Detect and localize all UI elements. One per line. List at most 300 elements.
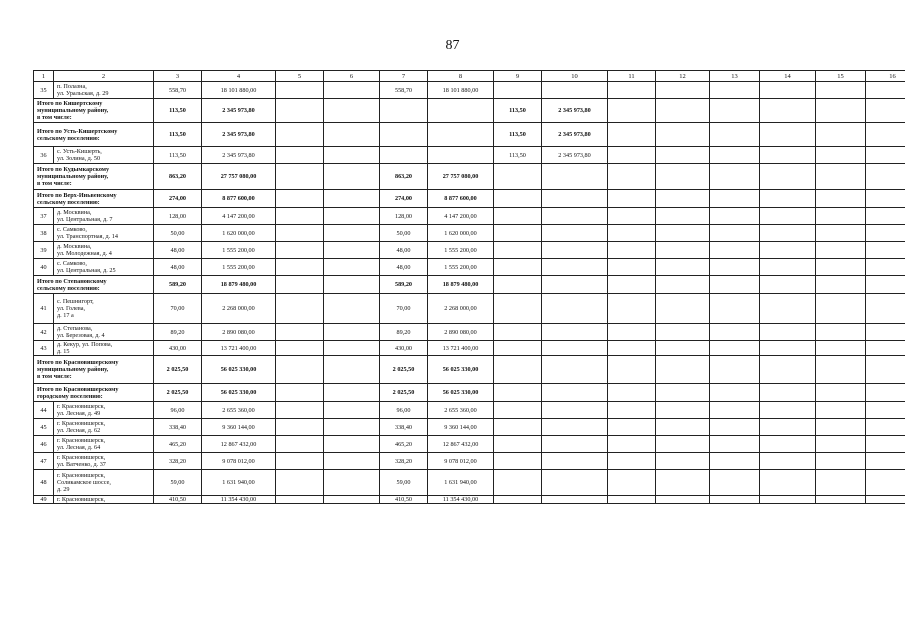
row-number-cell: 46 xyxy=(34,436,54,453)
area-cell: 863,20 xyxy=(380,164,428,190)
empty-cell xyxy=(710,123,760,147)
empty-cell xyxy=(324,402,380,419)
area-cell: 2 025,50 xyxy=(380,384,428,402)
empty-cell xyxy=(656,324,710,341)
table-row xyxy=(34,208,905,225)
subtotal-row xyxy=(34,164,905,190)
empty-cell xyxy=(324,99,380,123)
empty-cell xyxy=(608,341,656,356)
table-row xyxy=(34,324,905,341)
empty-cell xyxy=(324,225,380,242)
column-number-11: 11 xyxy=(608,71,656,82)
address-cell: г. Красновишерск, Соликамское шоссе, д. 29 xyxy=(54,470,154,496)
area-cell: 113,50 xyxy=(154,123,202,147)
subtotal-label: Итого по Красновишерскому муниципальному району, в том числе: xyxy=(34,356,154,384)
empty-cell xyxy=(760,147,816,164)
empty-cell xyxy=(656,436,710,453)
empty-cell xyxy=(866,356,905,384)
empty-cell xyxy=(656,99,710,123)
empty-cell xyxy=(608,147,656,164)
column-number-6: 6 xyxy=(324,71,380,82)
table-row xyxy=(34,294,905,324)
empty-cell xyxy=(276,436,324,453)
row-number-cell: 37 xyxy=(34,208,54,225)
empty-cell xyxy=(710,99,760,123)
row-number-cell: 35 xyxy=(34,82,54,99)
empty-cell xyxy=(710,208,760,225)
empty-cell xyxy=(710,496,760,504)
area-cell: 274,00 xyxy=(154,190,202,208)
area-cell xyxy=(494,294,542,324)
empty-cell xyxy=(324,242,380,259)
cost-cell: 12 867 432,00 xyxy=(428,436,494,453)
cost-cell xyxy=(542,276,608,294)
area-cell xyxy=(494,190,542,208)
empty-cell xyxy=(608,123,656,147)
row-number-cell: 44 xyxy=(34,402,54,419)
cost-cell: 9 360 144,00 xyxy=(428,419,494,436)
empty-cell xyxy=(816,190,866,208)
area-cell: 59,00 xyxy=(154,470,202,496)
subtotal-label: Итого по Красновишерскому городскому поселению: xyxy=(34,384,154,402)
cost-cell xyxy=(428,99,494,123)
row-number-cell: 36 xyxy=(34,147,54,164)
row-number-cell: 42 xyxy=(34,324,54,341)
cost-cell: 2 345 973,80 xyxy=(542,123,608,147)
empty-cell xyxy=(656,453,710,470)
empty-cell xyxy=(816,276,866,294)
column-number-3: 3 xyxy=(154,71,202,82)
column-number-9: 9 xyxy=(494,71,542,82)
empty-cell xyxy=(866,384,905,402)
column-number-5: 5 xyxy=(276,71,324,82)
address-cell: г. Красновишерск, xyxy=(54,496,154,504)
area-cell: 2 025,50 xyxy=(380,356,428,384)
cost-cell: 2 345 973,80 xyxy=(542,99,608,123)
cost-cell: 56 025 330,00 xyxy=(428,356,494,384)
subtotal-row xyxy=(34,99,905,123)
area-cell xyxy=(494,208,542,225)
column-number-4: 4 xyxy=(202,71,276,82)
empty-cell xyxy=(816,82,866,99)
cost-cell: 1 555 200,00 xyxy=(202,259,276,276)
page-number: 87 xyxy=(445,38,460,53)
cost-cell xyxy=(542,225,608,242)
empty-cell xyxy=(866,99,905,123)
cost-cell: 27 757 080,00 xyxy=(202,164,276,190)
empty-cell xyxy=(760,276,816,294)
empty-cell xyxy=(760,242,816,259)
empty-cell xyxy=(816,436,866,453)
subtotal-label: Итого по Кудымкарскому муниципальному району, в том числе: xyxy=(34,164,154,190)
empty-cell xyxy=(816,470,866,496)
area-cell: 430,00 xyxy=(154,341,202,356)
cost-cell: 2 345 973,80 xyxy=(202,123,276,147)
empty-cell xyxy=(760,123,816,147)
cost-cell xyxy=(542,208,608,225)
empty-cell xyxy=(816,356,866,384)
empty-cell xyxy=(608,496,656,504)
empty-cell xyxy=(866,164,905,190)
column-number-8: 8 xyxy=(428,71,494,82)
area-cell xyxy=(494,453,542,470)
cost-cell: 1 555 200,00 xyxy=(428,242,494,259)
cost-cell: 1 620 000,00 xyxy=(202,225,276,242)
empty-cell xyxy=(710,341,760,356)
cost-cell: 11 354 430,00 xyxy=(428,496,494,504)
empty-cell xyxy=(656,164,710,190)
empty-cell xyxy=(760,99,816,123)
empty-cell xyxy=(324,324,380,341)
area-cell: 430,00 xyxy=(380,341,428,356)
table-row xyxy=(34,419,905,436)
cost-cell: 1 631 940,00 xyxy=(202,470,276,496)
cost-cell: 27 757 080,00 xyxy=(428,164,494,190)
cost-cell: 18 101 880,00 xyxy=(202,82,276,99)
area-cell xyxy=(494,496,542,504)
empty-cell xyxy=(276,384,324,402)
subtotal-row xyxy=(34,190,905,208)
column-number-13: 13 xyxy=(710,71,760,82)
cost-cell: 56 025 330,00 xyxy=(202,384,276,402)
area-cell: 70,00 xyxy=(380,294,428,324)
cost-cell xyxy=(542,294,608,324)
empty-cell xyxy=(656,225,710,242)
empty-cell xyxy=(608,419,656,436)
empty-cell xyxy=(608,356,656,384)
cost-cell xyxy=(542,341,608,356)
area-cell: 113,50 xyxy=(154,147,202,164)
subtotal-label: Итого по Кишертскому муниципальному району, в том числе: xyxy=(34,99,154,123)
empty-cell xyxy=(276,324,324,341)
area-cell xyxy=(494,242,542,259)
empty-cell xyxy=(608,324,656,341)
empty-cell xyxy=(608,164,656,190)
empty-cell xyxy=(656,470,710,496)
empty-cell xyxy=(816,225,866,242)
address-cell: г. Красновишерск, ул. Лесная, д. 49 xyxy=(54,402,154,419)
report-table xyxy=(33,70,905,504)
address-cell: д. Москвина, ул. Молодежная, д. 4 xyxy=(54,242,154,259)
subtotal-row xyxy=(34,384,905,402)
cost-cell: 2 345 973,80 xyxy=(202,99,276,123)
column-number-12: 12 xyxy=(656,71,710,82)
cost-cell: 2 890 080,00 xyxy=(202,324,276,341)
empty-cell xyxy=(656,208,710,225)
area-cell: 48,00 xyxy=(154,259,202,276)
cost-cell: 4 147 200,00 xyxy=(428,208,494,225)
empty-cell xyxy=(816,419,866,436)
column-number-header-row xyxy=(34,71,905,82)
cost-cell xyxy=(542,402,608,419)
empty-cell xyxy=(656,259,710,276)
area-cell xyxy=(494,470,542,496)
area-cell: 558,70 xyxy=(154,82,202,99)
empty-cell xyxy=(866,402,905,419)
empty-cell xyxy=(710,242,760,259)
cost-cell: 2 345 973,80 xyxy=(542,147,608,164)
empty-cell xyxy=(816,147,866,164)
area-cell: 128,00 xyxy=(380,208,428,225)
empty-cell xyxy=(866,294,905,324)
address-cell: г. Красновишерск, ул. Лесная, д. 64 xyxy=(54,436,154,453)
table-row xyxy=(34,225,905,242)
area-cell: 96,00 xyxy=(154,402,202,419)
area-cell: 59,00 xyxy=(380,470,428,496)
row-number-cell: 49 xyxy=(34,496,54,504)
empty-cell xyxy=(324,436,380,453)
empty-cell xyxy=(866,453,905,470)
empty-cell xyxy=(866,123,905,147)
row-number-cell: 45 xyxy=(34,419,54,436)
cost-cell: 18 879 480,00 xyxy=(428,276,494,294)
address-cell: с. Пешнигорт, ул. Голева, д. 17 а xyxy=(54,294,154,324)
empty-cell xyxy=(760,453,816,470)
address-cell: д. Кекур, ул. Попова, д. 15 xyxy=(54,341,154,356)
empty-cell xyxy=(816,242,866,259)
empty-cell xyxy=(710,324,760,341)
area-cell xyxy=(494,164,542,190)
empty-cell xyxy=(816,99,866,123)
empty-cell xyxy=(710,190,760,208)
cost-cell xyxy=(542,419,608,436)
area-cell: 50,00 xyxy=(380,225,428,242)
empty-cell xyxy=(816,324,866,341)
row-number-cell: 40 xyxy=(34,259,54,276)
table-row xyxy=(34,453,905,470)
empty-cell xyxy=(656,341,710,356)
cost-cell: 9 360 144,00 xyxy=(202,419,276,436)
row-number-cell: 48 xyxy=(34,470,54,496)
empty-cell xyxy=(324,294,380,324)
empty-cell xyxy=(656,402,710,419)
empty-cell xyxy=(656,147,710,164)
empty-cell xyxy=(608,190,656,208)
column-number-1: 1 xyxy=(34,71,54,82)
area-cell xyxy=(494,384,542,402)
empty-cell xyxy=(710,356,760,384)
report-table-container xyxy=(33,70,896,504)
cost-cell xyxy=(542,356,608,384)
empty-cell xyxy=(276,99,324,123)
empty-cell xyxy=(608,242,656,259)
empty-cell xyxy=(710,276,760,294)
empty-cell xyxy=(760,419,816,436)
empty-cell xyxy=(608,259,656,276)
cost-cell: 2 655 360,00 xyxy=(202,402,276,419)
table-row xyxy=(34,341,905,356)
empty-cell xyxy=(656,82,710,99)
empty-cell xyxy=(866,208,905,225)
empty-cell xyxy=(276,225,324,242)
empty-cell xyxy=(816,294,866,324)
empty-cell xyxy=(276,341,324,356)
area-cell xyxy=(380,147,428,164)
empty-cell xyxy=(276,147,324,164)
empty-cell xyxy=(276,470,324,496)
empty-cell xyxy=(760,190,816,208)
empty-cell xyxy=(276,402,324,419)
empty-cell xyxy=(760,164,816,190)
empty-cell xyxy=(608,453,656,470)
area-cell: 96,00 xyxy=(380,402,428,419)
area-cell xyxy=(494,436,542,453)
empty-cell xyxy=(866,341,905,356)
empty-cell xyxy=(760,225,816,242)
cost-cell: 4 147 200,00 xyxy=(202,208,276,225)
empty-cell xyxy=(866,82,905,99)
empty-cell xyxy=(816,123,866,147)
empty-cell xyxy=(656,190,710,208)
empty-cell xyxy=(656,123,710,147)
empty-cell xyxy=(760,470,816,496)
area-cell: 70,00 xyxy=(154,294,202,324)
cost-cell: 9 078 012,00 xyxy=(202,453,276,470)
subtotal-label: Итого по Верх-Иньвенскому сельскому поселению: xyxy=(34,190,154,208)
empty-cell xyxy=(656,294,710,324)
empty-cell xyxy=(710,384,760,402)
area-cell: 48,00 xyxy=(380,259,428,276)
cost-cell: 18 879 480,00 xyxy=(202,276,276,294)
empty-cell xyxy=(816,164,866,190)
empty-cell xyxy=(324,164,380,190)
area-cell: 338,40 xyxy=(154,419,202,436)
cost-cell: 2 345 973,80 xyxy=(202,147,276,164)
area-cell: 465,20 xyxy=(154,436,202,453)
column-number-14: 14 xyxy=(760,71,816,82)
column-number-7: 7 xyxy=(380,71,428,82)
empty-cell xyxy=(324,208,380,225)
cost-cell: 13 721 400,00 xyxy=(202,341,276,356)
empty-cell xyxy=(710,259,760,276)
empty-cell xyxy=(866,190,905,208)
empty-cell xyxy=(710,294,760,324)
empty-cell xyxy=(760,208,816,225)
cost-cell xyxy=(542,436,608,453)
cost-cell: 8 877 600,00 xyxy=(202,190,276,208)
address-cell: д. Степанова, ул. Березовая, д. 4 xyxy=(54,324,154,341)
address-cell: с. Самково, ул. Транспортная, д. 14 xyxy=(54,225,154,242)
row-number-cell: 41 xyxy=(34,294,54,324)
area-cell xyxy=(494,356,542,384)
empty-cell xyxy=(760,402,816,419)
cost-cell: 2 655 360,00 xyxy=(428,402,494,419)
area-cell: 89,20 xyxy=(154,324,202,341)
area-cell: 338,40 xyxy=(380,419,428,436)
table-row xyxy=(34,436,905,453)
empty-cell xyxy=(760,384,816,402)
row-number-cell: 39 xyxy=(34,242,54,259)
empty-cell xyxy=(866,470,905,496)
empty-cell xyxy=(324,259,380,276)
area-cell: 410,50 xyxy=(154,496,202,504)
empty-cell xyxy=(608,294,656,324)
empty-cell xyxy=(656,419,710,436)
subtotal-label: Итого по Усть-Кишертскому сельскому поселению: xyxy=(34,123,154,147)
area-cell xyxy=(380,99,428,123)
empty-cell xyxy=(324,147,380,164)
empty-cell xyxy=(816,341,866,356)
empty-cell xyxy=(324,419,380,436)
empty-cell xyxy=(656,384,710,402)
empty-cell xyxy=(760,436,816,453)
empty-cell xyxy=(710,225,760,242)
empty-cell xyxy=(324,123,380,147)
cost-cell: 56 025 330,00 xyxy=(428,384,494,402)
cost-cell xyxy=(542,164,608,190)
area-cell xyxy=(494,82,542,99)
area-cell: 863,20 xyxy=(154,164,202,190)
empty-cell xyxy=(608,225,656,242)
empty-cell xyxy=(276,242,324,259)
empty-cell xyxy=(276,453,324,470)
area-cell: 2 025,50 xyxy=(154,356,202,384)
area-cell: 2 025,50 xyxy=(154,384,202,402)
empty-cell xyxy=(866,242,905,259)
empty-cell xyxy=(324,356,380,384)
area-cell: 113,50 xyxy=(494,123,542,147)
cost-cell xyxy=(542,242,608,259)
empty-cell xyxy=(866,496,905,504)
subtotal-row xyxy=(34,356,905,384)
table-row xyxy=(34,259,905,276)
empty-cell xyxy=(816,496,866,504)
cost-cell: 1 555 200,00 xyxy=(202,242,276,259)
empty-cell xyxy=(608,384,656,402)
area-cell: 113,50 xyxy=(494,147,542,164)
empty-cell xyxy=(276,496,324,504)
empty-cell xyxy=(816,208,866,225)
cost-cell: 18 101 880,00 xyxy=(428,82,494,99)
empty-cell xyxy=(816,259,866,276)
cost-cell xyxy=(542,496,608,504)
empty-cell xyxy=(276,82,324,99)
area-cell: 465,20 xyxy=(380,436,428,453)
empty-cell xyxy=(866,225,905,242)
empty-cell xyxy=(324,190,380,208)
column-number-10: 10 xyxy=(542,71,608,82)
area-cell: 589,20 xyxy=(380,276,428,294)
empty-cell xyxy=(276,164,324,190)
empty-cell xyxy=(866,259,905,276)
table-row xyxy=(34,82,905,99)
cost-cell: 1 620 000,00 xyxy=(428,225,494,242)
area-cell: 128,00 xyxy=(154,208,202,225)
cost-cell: 1 555 200,00 xyxy=(428,259,494,276)
cost-cell xyxy=(542,470,608,496)
area-cell: 558,70 xyxy=(380,82,428,99)
cost-cell: 2 890 080,00 xyxy=(428,324,494,341)
empty-cell xyxy=(656,276,710,294)
table-row xyxy=(34,496,905,504)
empty-cell xyxy=(656,242,710,259)
area-cell: 48,00 xyxy=(380,242,428,259)
cost-cell: 56 025 330,00 xyxy=(202,356,276,384)
empty-cell xyxy=(710,470,760,496)
area-cell xyxy=(494,419,542,436)
empty-cell xyxy=(324,384,380,402)
empty-cell xyxy=(816,384,866,402)
area-cell xyxy=(494,341,542,356)
empty-cell xyxy=(608,82,656,99)
area-cell xyxy=(494,276,542,294)
empty-cell xyxy=(608,208,656,225)
cost-cell xyxy=(542,259,608,276)
empty-cell xyxy=(760,259,816,276)
cost-cell: 12 867 432,00 xyxy=(202,436,276,453)
empty-cell xyxy=(276,208,324,225)
subtotal-label: Итого по Степановскому сельскому поселению: xyxy=(34,276,154,294)
